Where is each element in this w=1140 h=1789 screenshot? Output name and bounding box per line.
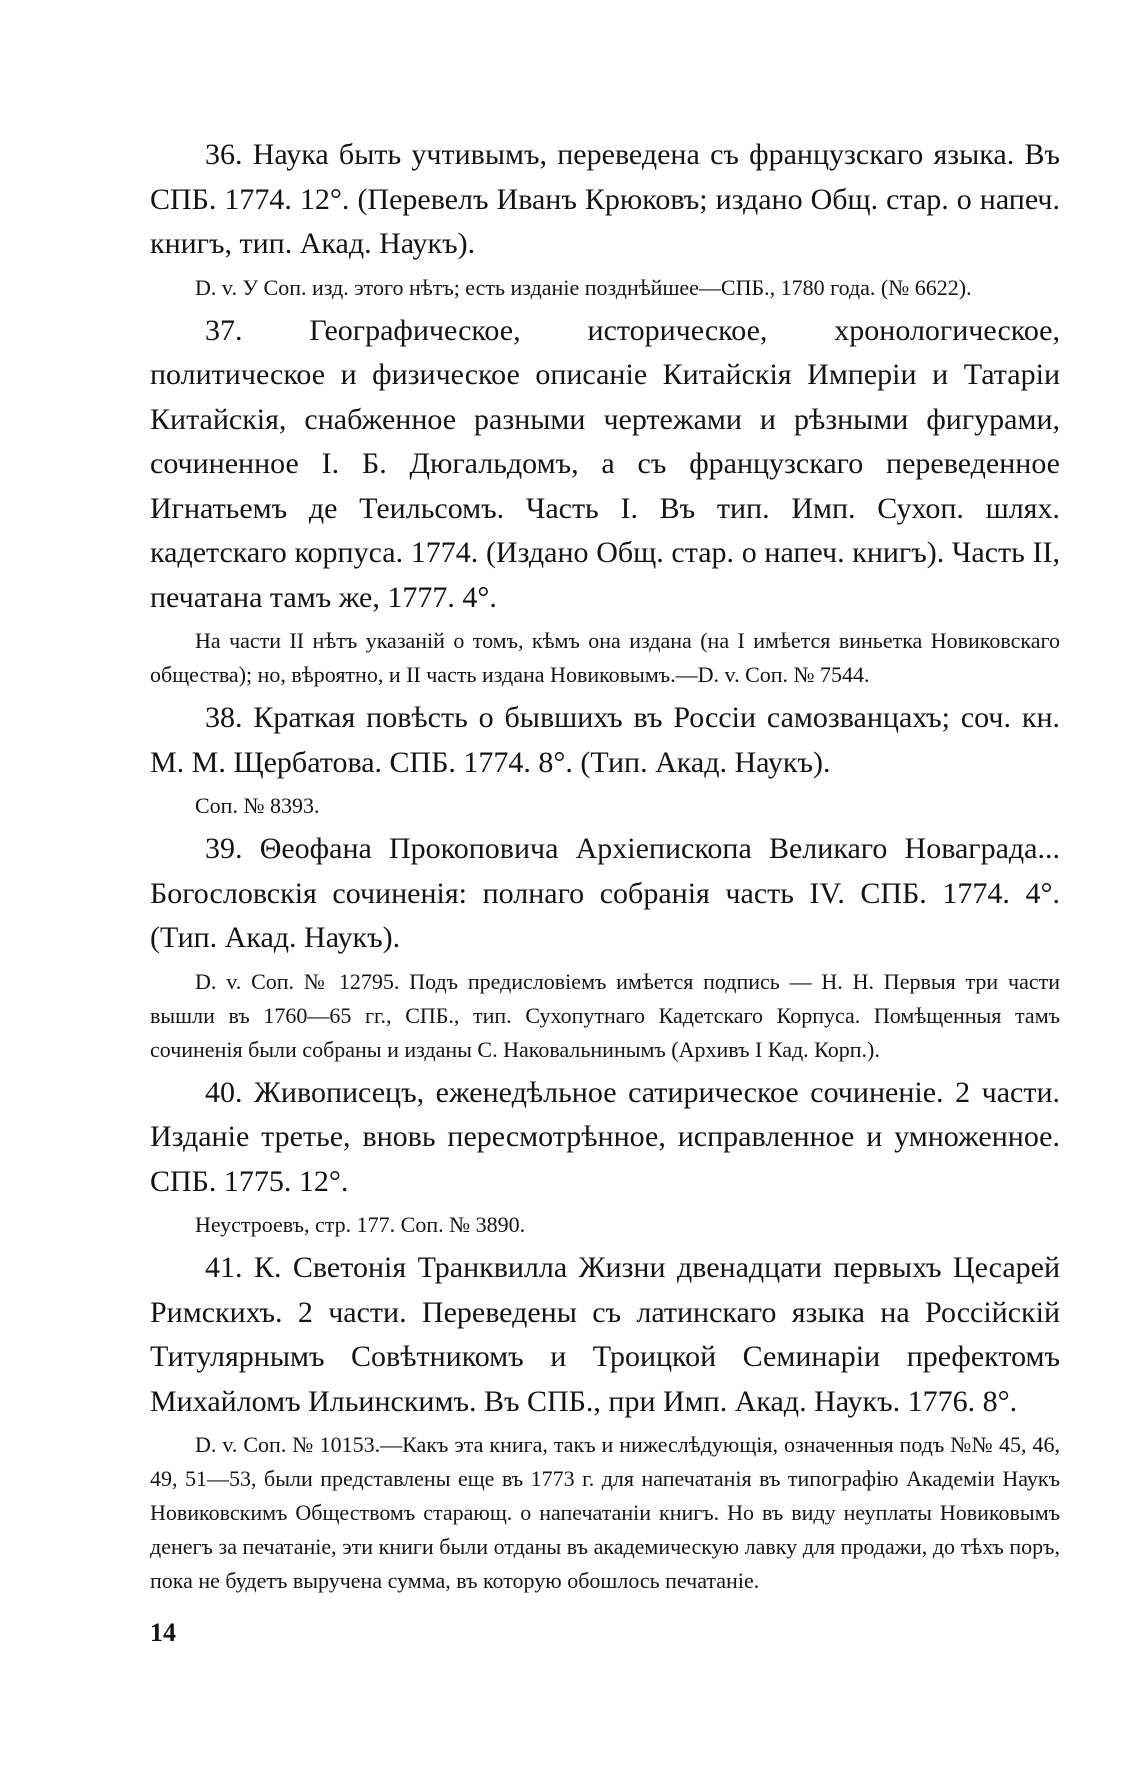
- page-number: 14: [150, 1618, 176, 1647]
- page-text-block: [150, 133, 1060, 1602]
- entry-38-note: Соп. № 8393.: [195, 793, 320, 818]
- entry-41-main: 41. К. Светонія Транквилла Жизни двенадцати первыхъ Цесарей Римскихъ. 2 части. Переведены съ латинскаго языка на Россійскій Титулярнымъ Совѣтникомъ и Троицкой Семинаріи префектомъ Михайломъ Ильинскимъ. Въ СПБ., при Имп. Акад. Наукъ. 1776. 8°.: [150, 1251, 1060, 1418]
- entry-36-main: 36. Наука быть учтивымъ, переведена съ французскаго языка. Въ СПБ. 1774. 12°. (Перевелъ Иванъ Крюковъ; издано Общ. стар. о напеч. книгъ, тип. Акад. Наукъ).: [150, 138, 1060, 260]
- entry-41-note: D. v. Соп. № 10153.—Какъ эта книга, такъ и нижеслѣдующія, означенныя подъ №№ 45, 46, 49, 51—53, были представлены еще въ 1773 г. для напечатанія въ типографію Академіи Наукъ Новиковскимъ Обществомъ старающ. о напечатаніи книгъ. Но въ виду неуплаты Новиковымъ денегъ за печатаніе, эти книги были отданы въ академическую лавку для продажи, до тѣхъ поръ, пока не будетъ выручена сумма, въ которую обошлось печатаніе.: [150, 1432, 1060, 1593]
- entry-38-main: 38. Краткая повѣсть о бывшихъ въ Россіи самозванцахъ; соч. кн. М. М. Щербатова. СПБ. 1774. 8°. (Тип. Акад. Наукъ).: [150, 701, 1060, 779]
- entry-37-note: На части II нѣтъ указаній о томъ, кѣмъ она издана (на I имѣется виньетка Новиковскаго общества); но, вѣроятно, и II часть издана Новиковымъ.—D. v. Соп. № 7544.: [150, 628, 1060, 687]
- entry-39-main: 39. Θеофана Прокоповича Архіепископа Великаго Новаграда... Богословскія сочиненія: полнаго собранія часть IV. СПБ. 1774. 4°. (Тип. Акад. Наукъ).: [150, 832, 1060, 954]
- entry-40-note: Неустроевъ, стр. 177. Соп. № 3890.: [195, 1212, 526, 1237]
- entry-37-main: 37. Географическое, историческое, хронологическое, политическое и физическое описаніе Китайскія Имперіи и Татаріи Китайскія, снабженное разными чертежами и рѣзными фигурами, сочиненное І. Б. Дюгальдомъ, а съ французскаго переведенное Игнатьемъ де Теильсомъ. Часть І. Въ тип. Имп. Сухоп. шлях. кадетскаго корпуса. 1774. (Издано Общ. стар. о напеч. книгъ). Часть II, печатана тамъ же, 1777. 4°.: [150, 313, 1060, 614]
- entry-39-note: D. v. Соп. № 12795. Подъ предисловіемъ имѣется подпись — Н. Н. Первыя три части вышли въ 1760—65 гг., СПБ., тип. Сухопутнаго Кадетскаго Корпуса. Помѣщенныя тамъ сочиненія были собраны и изданы С. Наковальнинымъ (Архивъ I Кад. Корп.).: [150, 968, 1060, 1062]
- entry-40-main: 40. Живописецъ, еженедѣльное сатирическое сочиненіе. 2 части. Изданіе третье, вновь пересмотрѣнное, исправленное и умноженное. СПБ. 1775. 12°.: [150, 1075, 1060, 1198]
- entry-36-note: D. v. У Соп. изд. этого нѣтъ; есть изданіе позднѣйшее—СПБ., 1780 года. (№ 6622).: [195, 274, 972, 300]
